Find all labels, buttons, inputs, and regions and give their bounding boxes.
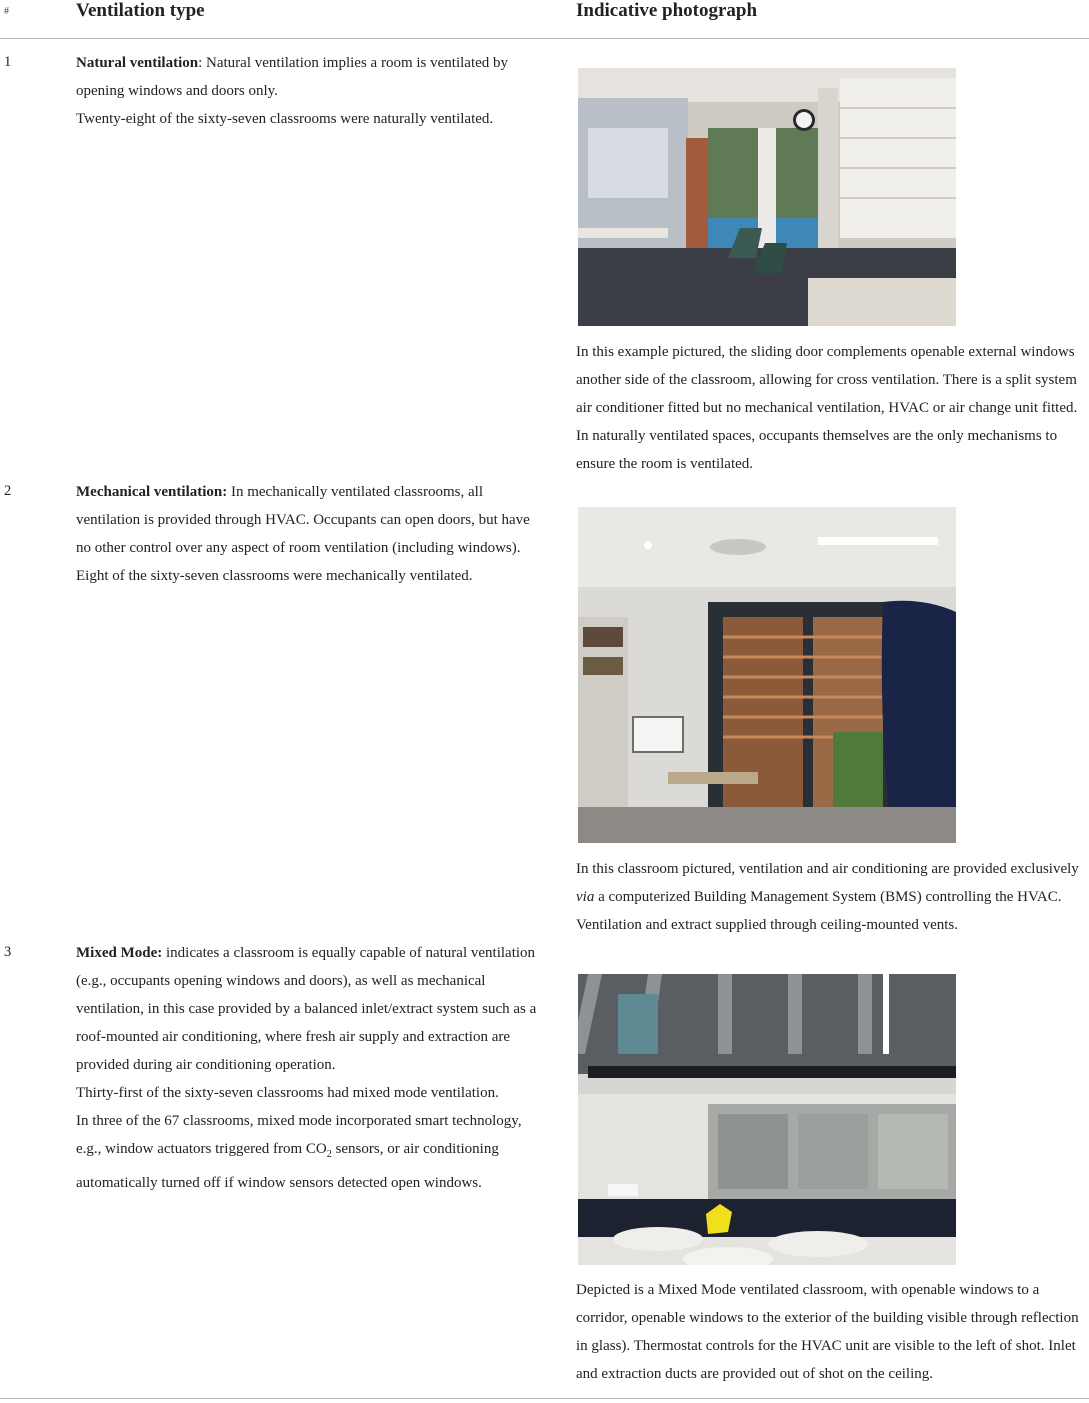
ventilation-definition: indicates a classroom is equally capable of natural ventilation (e.g., occupants opening windows and doors), as well as mechanical ventilation, in this case provided by a balanced inlet/extract system such as a roof-mounted air conditioning, where fresh air supply and extraction are provided during air conditioning operation.: [76, 945, 537, 1073]
classroom-count: Eight of the sixty-seven classrooms were mechanically ventilated.: [76, 568, 473, 584]
note-text: In three of the 67 classrooms, mixed mode incorporated smart technology, e.g., window actuators triggered from CO: [76, 1113, 522, 1157]
photo-caption: Depicted is a Mixed Mode ventilated classroom, with openable windows to a corridor, openable windows to the exterior of the building visible through reflection in glass). Thermostat controls for the HVAC unit are visible to the left of shot. Inlet and extraction ducts are provided out of shot on the ceiling.: [576, 1282, 1079, 1382]
smart-technology-note: [76, 1107, 546, 1197]
row-description: [76, 939, 546, 1197]
note-text: sensors, or air conditioning automatically turned off if window sensors detected open windows.: [76, 1141, 499, 1191]
header-ventilation-type: Ventilation type: [76, 0, 205, 21]
ventilation-term: Natural ventilation: [76, 55, 199, 71]
photo-natural-classroom: [578, 68, 956, 326]
ventilation-definition: In mechanically ventilated classrooms, all ventilation is provided through HVAC. Occupants can open doors, but have no other control over any aspect of room ventilation (including windows).: [76, 484, 530, 556]
table-bottom-rule: [0, 1398, 1089, 1399]
row-number: 1: [4, 54, 12, 70]
header-indicative-photograph: Indicative photograph: [576, 0, 758, 21]
photo-mixed-mode-classroom: [578, 974, 956, 1265]
caption-text: a computerized Building Management System (BMS) controlling the HVAC. Ventilation and extract supplied through ceiling-mounted vents.: [576, 889, 1062, 933]
photo-caption: In this example pictured, the sliding door complements openable external windows another side of the classroom, allowing for cross ventilation. There is a split system air conditioner fitted but no mechanical ventilation, HVAC or air change unit fitted. In naturally ventilated spaces, occupants themselves are the only mechanisms to ensure the room is ventilated.: [576, 344, 1078, 472]
ventilation-definition: : Natural ventilation implies a room is ventilated by opening windows and doors only.: [76, 55, 509, 99]
classroom-count: Thirty-first of the sixty-seven classrooms had mixed mode ventilation.: [76, 1085, 499, 1101]
classroom-count: Twenty-eight of the sixty-seven classrooms were naturally ventilated.: [76, 111, 494, 127]
ventilation-term: Mechanical ventilation:: [76, 484, 228, 500]
table-header: [0, 0, 1089, 39]
caption-text: In this classroom pictured, ventilation and air conditioning are provided exclusively: [576, 861, 1079, 877]
caption-emphasis: via: [576, 889, 595, 905]
row-description: [76, 49, 546, 133]
subscript: 2: [326, 1149, 332, 1160]
header-number: #: [4, 6, 9, 17]
row-description: [76, 478, 546, 590]
row-number: 2: [4, 483, 12, 499]
row-number: 3: [4, 944, 12, 960]
photo-mechanical-classroom: [578, 507, 956, 843]
ventilation-term: Mixed Mode:: [76, 945, 163, 961]
photo-caption: [576, 855, 1084, 939]
